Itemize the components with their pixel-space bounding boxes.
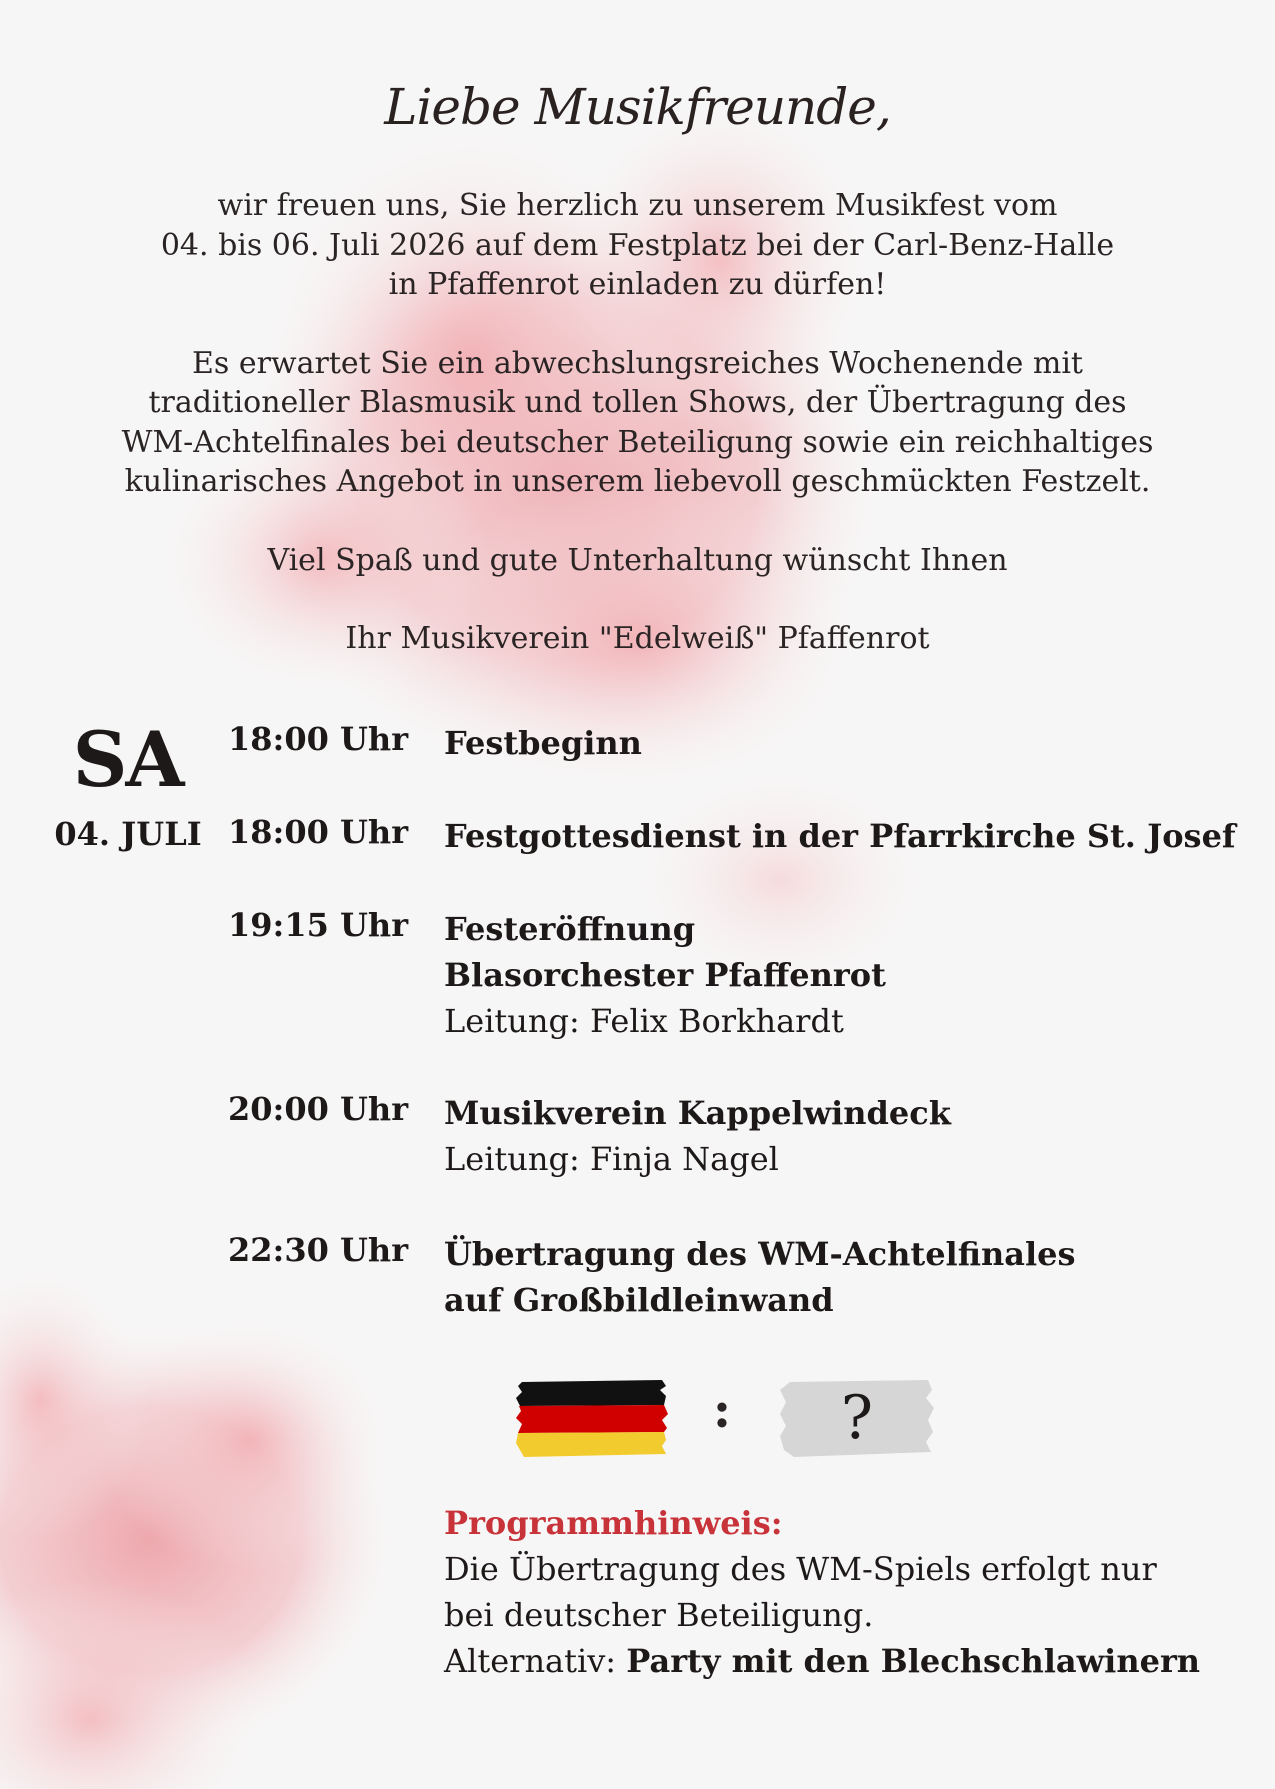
schedule-time: 18:00 Uhr — [228, 813, 409, 851]
program-note-line: Die Übertragung des WM-Spiels erfolgt nur — [444, 1550, 1157, 1588]
germany-flag-icon — [516, 1378, 668, 1458]
intro-line: in Pfaffenrot einladen zu dürfen! — [388, 267, 887, 302]
event-conductor: Leitung: Finja Nagel — [444, 1140, 779, 1178]
event-title: auf Großbildleinwand — [444, 1281, 834, 1319]
intro-line: wir freuen uns, Sie herzlich zu unserem Musikfest vom — [217, 188, 1058, 223]
event-conductor: Leitung: Felix Borkhardt — [444, 1002, 844, 1040]
schedule-time: 18:00 Uhr — [228, 720, 409, 758]
intro-line: traditioneller Blasmusik und tollen Shows, der Übertragung des — [148, 385, 1127, 420]
event-title: Übertragung des WM-Achtelfinales — [444, 1235, 1076, 1273]
opponent-unknown-mark: ? — [840, 1383, 874, 1453]
program-note-alternative — [444, 1638, 1234, 1684]
program-note-line: bei deutscher Beteiligung. — [444, 1596, 874, 1634]
intro-text — [90, 186, 1185, 698]
event-title: Musikverein Kappelwindeck — [444, 1094, 951, 1132]
score-separator: : — [712, 1380, 732, 1439]
intro-paragraph-2 — [90, 344, 1185, 502]
schedule-time: 19:15 Uhr — [228, 906, 409, 944]
schedule-description — [444, 813, 1236, 859]
program-note — [444, 1500, 1234, 1684]
schedule-time: 20:00 Uhr — [228, 1090, 409, 1128]
schedule-description — [444, 1231, 1224, 1323]
day-abbreviation: SA — [72, 715, 183, 804]
day-date: 04. JULI — [54, 815, 202, 853]
schedule-description — [444, 1090, 1224, 1182]
greeting-heading: Liebe Musikfreunde, — [384, 78, 891, 136]
signature-line: Ihr Musikverein "Edelweiß" Pfaffenrot — [345, 621, 930, 656]
event-title: Festgottesdienst in der Pfarrkirche St. Josef — [444, 817, 1236, 855]
schedule-description — [444, 720, 1224, 766]
event-title: Festbeginn — [444, 724, 642, 762]
intro-paragraph-3: Viel Spaß und gute Unterhaltung wünscht Ihnen — [267, 542, 1008, 578]
event-title: Blasorchester Pfaffenrot — [444, 956, 886, 994]
intro-line: Es erwartet Sie ein abwechslungsreiches Wochenende mit — [192, 345, 1083, 381]
schedule-time: 22:30 Uhr — [228, 1231, 409, 1269]
match-pairing — [0, 1378, 1275, 1458]
intro-line: WM-Achtelfinales bei deutscher Beteiligung sowie ein reichhaltiges — [121, 424, 1154, 460]
program-note-title: Programmhinweis: — [444, 1504, 783, 1542]
intro-line: kulinarisches Angebot in unserem liebevoll geschmückten Festzelt. — [124, 464, 1151, 499]
intro-paragraph-1 — [90, 186, 1185, 305]
event-title: Festeröffnung — [444, 910, 696, 948]
alternative-value: Party mit den Blechschlawinern — [626, 1642, 1201, 1680]
alternative-label: Alternativ: — [444, 1642, 627, 1680]
schedule-description — [444, 906, 1224, 1044]
intro-line: 04. bis 06. Juli 2026 auf dem Festplatz bei der Carl-Benz-Halle — [160, 227, 1115, 263]
